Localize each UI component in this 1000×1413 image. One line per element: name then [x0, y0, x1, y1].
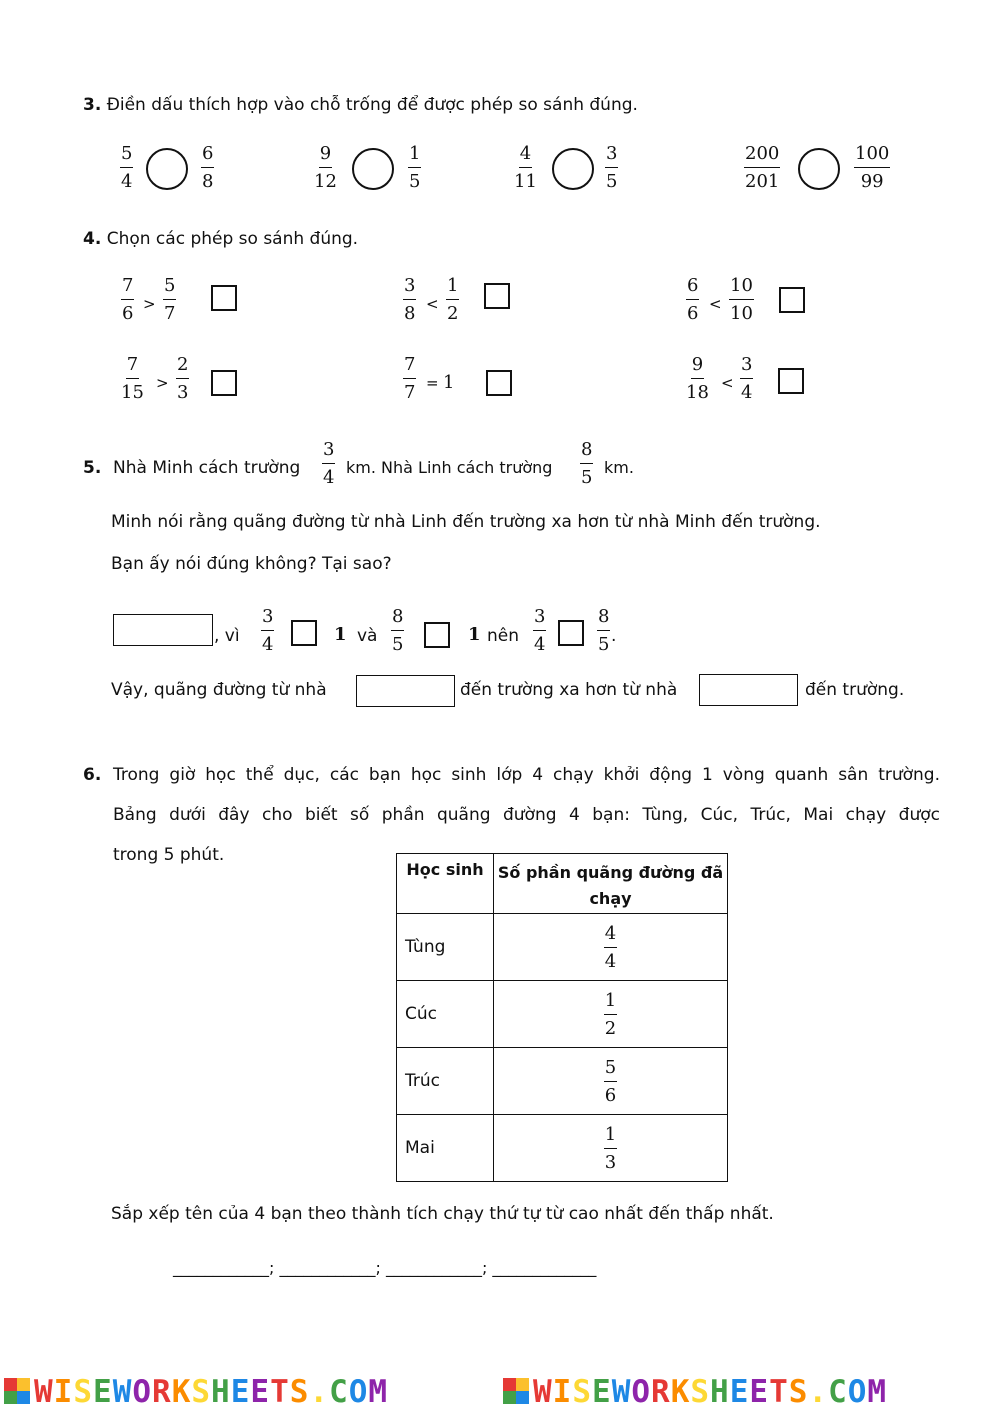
fraction: $\frac{8}{5}$	[598, 606, 610, 655]
checkbox[interactable]	[211, 370, 237, 396]
fraction: $\frac{10}{10}$	[730, 275, 753, 324]
header-cell-student: Học sinh	[397, 854, 494, 914]
value-one: 1	[443, 372, 455, 393]
fraction: $\frac{6}{8}$	[202, 143, 214, 192]
q6-number: 6.	[83, 765, 102, 785]
compare-operator: <	[721, 374, 734, 392]
table-row	[397, 914, 728, 981]
fraction: $\frac{3}{8}$	[404, 275, 416, 324]
q6-line1: Trong giờ học thể dục, các bạn học sinh lớp 4 chạy khởi động 1 vòng quanh sân trường.	[113, 765, 940, 785]
text-nen: nên	[487, 626, 520, 646]
q5-line3: Bạn ấy nói đúng không? Tại sao?	[111, 554, 392, 574]
compare-circle[interactable]	[352, 148, 394, 190]
table-row	[397, 981, 728, 1048]
q4-number: 4.	[83, 229, 102, 249]
fraction: $\frac{3}{4}$	[323, 439, 335, 488]
checkbox[interactable]	[778, 368, 804, 394]
fraction: $\frac{3}{4}$	[741, 354, 753, 403]
q5-number: 5.	[83, 458, 102, 478]
student-name: Tùng	[397, 914, 494, 981]
footer-brand-1	[34, 1374, 388, 1410]
fraction: $\frac{8}{5}$	[392, 606, 404, 655]
period: .	[611, 626, 617, 646]
fraction: $\frac{2}{3}$	[177, 354, 189, 403]
compare-box[interactable]	[291, 620, 317, 646]
fraction: $\frac{3}{5}$	[606, 143, 618, 192]
q3-number: 3.	[83, 95, 102, 115]
fraction: $\frac{1}{3}$	[604, 1123, 617, 1173]
compare-circle[interactable]	[798, 148, 840, 190]
checkbox[interactable]	[779, 287, 805, 313]
checkbox[interactable]	[484, 283, 510, 309]
fraction: $\frac{7}{6}$	[122, 275, 134, 324]
brand-logo-icon	[503, 1378, 529, 1404]
q5-text-b: km. Nhà Linh cách trường	[346, 458, 553, 477]
q3-heading	[83, 95, 638, 115]
compare-operator: >	[156, 374, 169, 392]
compare-operator: <	[426, 295, 439, 313]
fraction: $\frac{9}{18}$	[686, 354, 709, 403]
checkbox[interactable]	[486, 370, 512, 396]
student-name: Trúc	[397, 1048, 494, 1115]
fraction: $\frac{5}{4}$	[121, 143, 133, 192]
compare-box[interactable]	[424, 622, 450, 648]
fraction: $\frac{200}{201}$	[745, 143, 780, 192]
compare-operator: >	[143, 295, 156, 313]
brand-text: WISEWORKSHEETS.COM	[533, 1374, 888, 1410]
fraction: $\frac{1}{5}$	[409, 143, 421, 192]
q6-line2: Bảng dưới đây cho biết số phần quãng đường 4 bạn: Tùng, Cúc, Trúc, Mai chạy được	[113, 805, 940, 825]
table-row	[397, 1115, 728, 1182]
header-cell-distance: Số phần quãng đường đã chạy	[494, 854, 728, 914]
value-one: 1	[468, 624, 481, 645]
q3-text: Điền dấu thích hợp vào chỗ trống để được phép so sánh đúng.	[106, 95, 638, 115]
text-va: và	[357, 626, 378, 646]
brand-text: WISEWORKSHEETS.COM	[34, 1374, 389, 1410]
fraction: $\frac{9}{12}$	[314, 143, 337, 192]
student-name: Cúc	[397, 981, 494, 1048]
distance-cell	[494, 1048, 728, 1115]
table-header-row	[397, 854, 728, 914]
q6-line3: trong 5 phút.	[113, 845, 225, 865]
checkbox[interactable]	[211, 285, 237, 311]
fraction: $\frac{3}{4}$	[534, 606, 546, 655]
distance-cell	[494, 1115, 728, 1182]
fraction: $\frac{1}{2}$	[604, 989, 617, 1039]
fraction: $\frac{3}{4}$	[262, 606, 274, 655]
text-vi: , vì	[214, 626, 240, 646]
brand-logo-icon	[4, 1378, 30, 1404]
fraction: $\frac{7}{15}$	[121, 354, 144, 403]
fraction: $\frac{7}{7}$	[404, 354, 416, 403]
conclusion-text-a: Vậy, quãng đường từ nhà	[111, 680, 327, 700]
q6-instruction: Sắp xếp tên của 4 bạn theo thành tích chạy thứ tự từ cao nhất đến thấp nhất.	[111, 1204, 774, 1224]
fraction: $\frac{8}{5}$	[581, 439, 593, 488]
distance-cell	[494, 981, 728, 1048]
fraction: $\frac{4}{11}$	[514, 143, 537, 192]
distance-cell	[494, 914, 728, 981]
q5-line2: Minh nói rằng quãng đường từ nhà Linh đến trường xa hơn từ nhà Minh đến trường.	[111, 512, 821, 532]
compare-circle[interactable]	[552, 148, 594, 190]
answer-blanks[interactable]: ____________; ____________; ____________; _____________	[173, 1258, 597, 1277]
answer-input[interactable]	[113, 614, 213, 646]
compare-operator: <	[709, 295, 722, 313]
q4-text: Chọn các phép so sánh đúng.	[106, 229, 359, 249]
student-name: Mai	[397, 1115, 494, 1182]
fraction: $\frac{5}{6}$	[604, 1056, 617, 1106]
q4-heading	[83, 229, 358, 249]
fraction: $\frac{5}{7}$	[164, 275, 176, 324]
answer-input[interactable]	[356, 675, 455, 707]
compare-box[interactable]	[558, 620, 584, 646]
conclusion-text-c: đến trường.	[805, 680, 905, 700]
fraction: $\frac{6}{6}$	[687, 275, 699, 324]
results-table	[396, 853, 728, 1182]
fraction: $\frac{100}{99}$	[855, 143, 890, 192]
q5-text-a: Nhà Minh cách trường	[113, 458, 301, 478]
value-one: 1	[334, 624, 347, 645]
answer-input[interactable]	[699, 674, 798, 706]
table-row	[397, 1048, 728, 1115]
q5-text-c: km.	[604, 458, 634, 477]
fraction: $\frac{4}{4}$	[604, 922, 617, 972]
compare-circle[interactable]	[146, 148, 188, 190]
footer-brand-2	[533, 1374, 887, 1410]
conclusion-text-b: đến trường xa hơn từ nhà	[460, 680, 678, 700]
fraction: $\frac{1}{2}$	[447, 275, 459, 324]
compare-operator: =	[426, 374, 439, 392]
